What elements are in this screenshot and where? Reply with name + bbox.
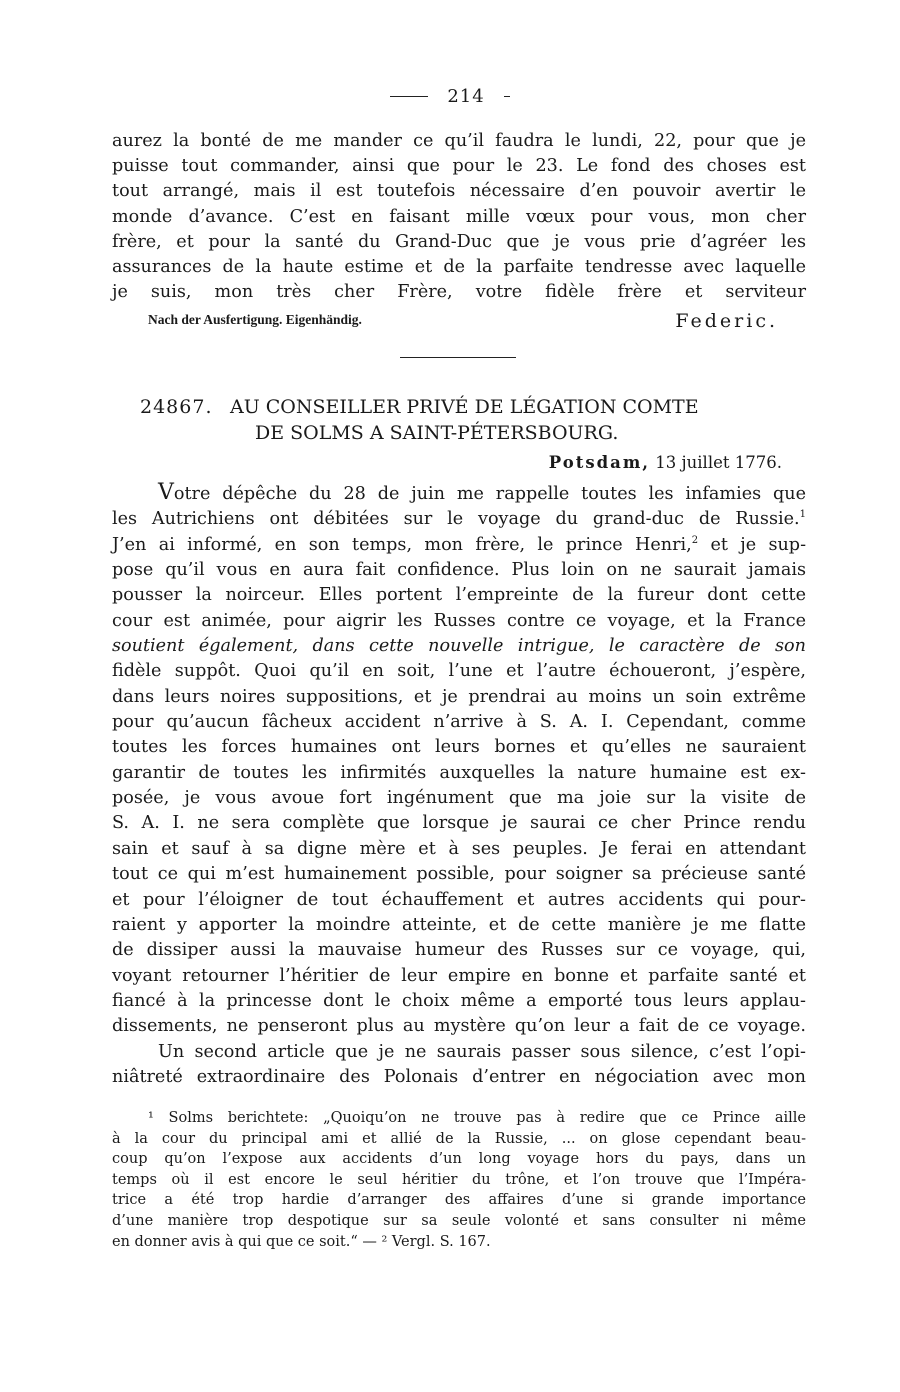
- text-line: pousser la noirceur. Elles portent l’empreinte de la fureur dont cette: [112, 585, 806, 606]
- text-line: pose qu’il vous en aura fait confidence. Plus loin on ne saurait jamais: [112, 560, 806, 581]
- text-segment: et je sup-: [710, 534, 807, 555]
- text-line: [112, 507, 806, 532]
- footnote-line: temps où il est encore le seul héritier du trône, et l’on trouve que l’Impéra-: [112, 1171, 806, 1188]
- text-line: dans leurs noires suppositions, et je prendrai au moins un soin extrême: [112, 686, 806, 707]
- text-line: S. A. I. ne sera complète que lorsque je saurai ce cher Prince rendu: [112, 813, 806, 834]
- footnote-line: d’une manière trop despotique sur sa seule volonté et sans consulter ni même: [112, 1212, 806, 1229]
- footnote-ref-1: 1: [799, 509, 806, 521]
- text-line-rest: otre dépêche du 28 de juin me rappelle toutes les infamies que: [173, 484, 806, 504]
- letter-heading-line-1: [140, 394, 800, 420]
- signature-row: [148, 310, 778, 336]
- header-dash-right: [504, 96, 510, 97]
- letter-number: 24867.: [140, 396, 213, 418]
- footnote-line: trice a été trop hardie d’arranger des affaires d’une si grande importance: [112, 1192, 806, 1209]
- text-line: tout arrangé, mais il est toutefois nécessaire d’en pouvoir avertir le: [112, 181, 806, 202]
- text-line: raient y apporter la moindre atteinte, et de cette manière je me flatte: [112, 914, 806, 935]
- text-line: posée, je vous avoue fort ingénument que ma joie sur la visite de: [112, 788, 806, 809]
- text-line: [112, 480, 806, 507]
- text-line: monde d’avance. C’est en faisant mille vœux pour vous, mon cher: [112, 206, 806, 227]
- continuation-text: [112, 129, 806, 305]
- letter-body: [112, 480, 806, 1090]
- footnote-line: ¹ Solms berichtete: „Quoiqu’on ne trouve pas à redire que ce Prince aille: [148, 1110, 806, 1126]
- footnote-ref-2: 2: [691, 534, 699, 546]
- text-line: aurez la bonté de me mander ce qu’il faudra le lundi, 22, pour que je: [112, 131, 806, 151]
- dateline-date: 13 juillet 1776.: [655, 453, 782, 472]
- letter-title-2: DE SOLMS A SAINT-PÉTERSBOURG.: [255, 422, 619, 444]
- source-note: Nach der Ausfertigung. Eigenhändig.: [148, 312, 362, 327]
- page-number: 214: [447, 86, 485, 107]
- text-line: cour est animée, pour aigrir les Russes contre ce voyage, et la France: [112, 610, 806, 631]
- text-line: puisse tout commander, ainsi que pour le 23. Le fond des choses est: [112, 156, 806, 177]
- dateline-place: Potsdam,: [548, 453, 651, 472]
- text-line: pour qu’aucun fâcheux accident n’arrive à S. A. I. Cependant, comme: [112, 712, 806, 733]
- text-segment: les Autrichiens ont débitées sur le voyage du grand-duc de Russie.: [112, 509, 800, 530]
- text-line: sain et sauf à sa digne mère et à ses peuples. Je ferai en attendant: [112, 838, 806, 859]
- footnote-line: coup qu’on l’expose aux accidents d’un long voyage hors du pays, dans un: [112, 1151, 806, 1168]
- text-line: fiancé à la princesse dont le choix même a emporté tous leurs applau-: [112, 990, 806, 1011]
- letter-heading: [140, 394, 800, 446]
- text-line: soutient également, dans cette nouvelle intrigue, le caractère de son: [112, 636, 806, 657]
- footnotes: [112, 1108, 806, 1252]
- footnote-line: à la cour du principal ami et allié de la Russie, ... on glose cependant beau-: [112, 1130, 806, 1147]
- letter-title-1: AU CONSEILLER PRIVÉ DE LÉGATION COMTE: [230, 396, 699, 418]
- text-line: dissements, ne penseront plus au mystère qu’on leur a fait de ce voyage.: [112, 1016, 806, 1037]
- text-line: et pour l’éloigner de tout échauffement et autres accidents qui pour-: [112, 889, 806, 910]
- dateline: [549, 453, 782, 472]
- signature: Federic.: [675, 310, 778, 332]
- text-line: de dissiper aussi la mauvaise humeur des Russes sur ce voyage, qui,: [112, 940, 806, 961]
- text-line: voyant retourner l’héritier de leur empire en bonne et parfaite santé et: [112, 965, 806, 986]
- text-segment: J’en ai informé, en son temps, mon frère, le prince Henri,: [112, 534, 692, 555]
- text-line: niâtreté extraordinaire des Polonais d’entrer en négociation avec mon: [112, 1066, 806, 1087]
- text-line: garantir de toutes les infirmités auxquelles la nature humaine est ex-: [112, 762, 806, 783]
- section-separator: [400, 357, 516, 358]
- text-line: Un second article que je ne saurais passer sous silence, c’est l’opi-: [158, 1041, 806, 1062]
- text-line: toutes les forces humaines ont leurs bornes et qu’elles ne sauraient: [112, 737, 806, 758]
- header-dash-left: [390, 96, 428, 97]
- text-line: assurances de la haute estime et de la parfaite tendresse avec laquelle: [112, 257, 806, 278]
- text-line: je suis, mon très cher Frère, votre fidèle frère et serviteur: [112, 282, 806, 303]
- text-line: [112, 533, 806, 558]
- page-header: [0, 86, 900, 107]
- text-line: tout ce qui m’est humainement possible, pour soigner sa précieuse santé: [112, 864, 806, 885]
- text-line: frère, et pour la santé du Grand-Duc que je vous prie d’agréer les: [112, 231, 806, 252]
- text-line: fidèle suppôt. Quoi qu’il en soit, l’une et l’autre échoueront, j’espère,: [112, 661, 806, 682]
- initial-letter: V: [158, 480, 174, 505]
- footnote-line: en donner avis à qui que ce soit.“ — ² Vergl. S. 167.: [112, 1233, 491, 1250]
